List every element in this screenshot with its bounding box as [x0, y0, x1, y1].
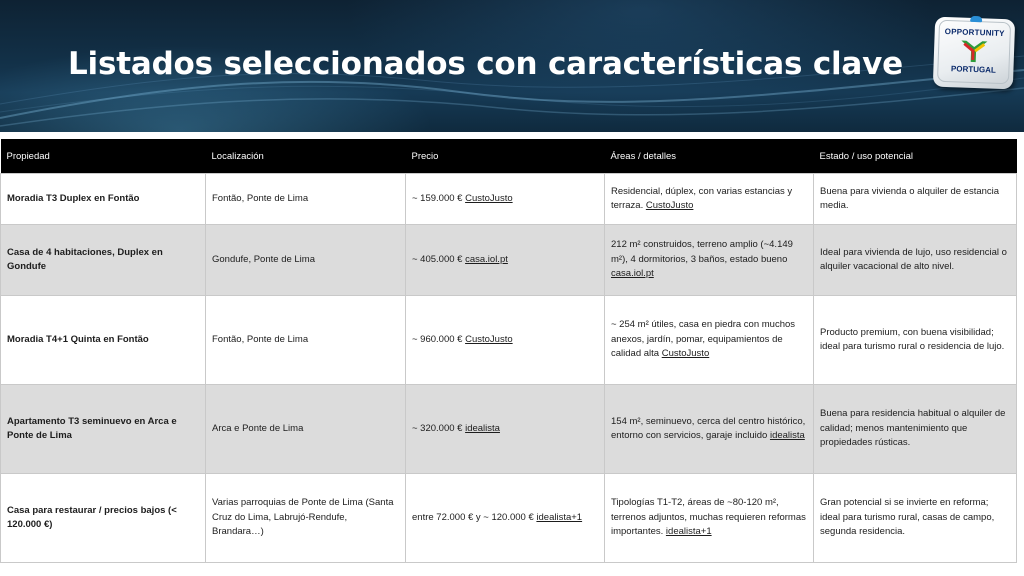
- source-link[interactable]: idealista+1: [665, 526, 712, 538]
- cell-property: Moradia T3 Duplex en Fontão: [1, 174, 206, 225]
- source-link[interactable]: casa.iol.pt: [465, 253, 508, 265]
- price-value: ~ 405.000 €: [412, 253, 463, 265]
- price-value: ~ 159.000 €: [412, 192, 463, 204]
- cell-details: [605, 225, 814, 296]
- source-link[interactable]: idealista+1: [536, 511, 583, 523]
- listings-table: [0, 139, 1017, 563]
- cell-details: [605, 474, 814, 563]
- source-link[interactable]: idealista: [465, 422, 500, 434]
- header-status: Estado / uso potencial: [814, 139, 1017, 174]
- details-text: Tipologías T1-T2, áreas de ~80-120 m², terrenos adjuntos, muchas requieren reformas importantes.: [611, 497, 806, 538]
- details-text: Residencial, dúplex, con varias estancias y terraza.: [611, 185, 793, 211]
- header-property: Propiedad: [1, 139, 206, 174]
- logo-bottom-text: PORTUGAL: [950, 64, 997, 75]
- details-text: 212 m² construidos, terreno amplio (~4.149 m²), 4 dormitorios, 3 baños, estado bueno: [611, 239, 793, 265]
- cell-price: [406, 385, 605, 474]
- cell-location: Varias parroquias de Ponte de Lima (Santa Cruz do Lima, Labrujó-Rendufe, Brandara…): [206, 474, 406, 563]
- logo-dot-icon: [970, 16, 982, 22]
- table-row: [1, 474, 1017, 563]
- cell-status: Buena para vivienda o alquiler de estancia media.: [814, 174, 1017, 225]
- cell-status: Gran potencial si se invierte en reforma; ideal para turismo rural, casas de campo, segunda residencia.: [814, 474, 1017, 563]
- header-location: Localización: [206, 139, 406, 174]
- table-row: [1, 385, 1017, 474]
- table-row: [1, 225, 1017, 296]
- cell-property: Apartamento T3 seminuevo en Arca e Ponte de Lima: [1, 385, 206, 474]
- cell-status: Producto premium, con buena visibilidad; ideal para turismo rural o residencia de lujo.: [814, 296, 1017, 385]
- cell-location: Gondufe, Ponte de Lima: [206, 225, 406, 296]
- cell-details: [605, 174, 814, 225]
- cell-property: Casa de 4 habitaciones, Duplex en Gondufe: [1, 225, 206, 296]
- header-details: Áreas / detalles: [605, 139, 814, 174]
- table-row: [1, 296, 1017, 385]
- table-row: [1, 174, 1017, 225]
- opportunity-portugal-logo: [933, 17, 1015, 90]
- price-value: ~ 960.000 €: [412, 333, 463, 345]
- source-link[interactable]: casa.iol.pt: [611, 268, 654, 280]
- cell-details: [605, 296, 814, 385]
- source-link[interactable]: idealista: [769, 430, 805, 441]
- cell-location: Fontão, Ponte de Lima: [206, 296, 406, 385]
- price-value: entre 72.000 € y ~ 120.000 €: [412, 511, 534, 523]
- cell-property: Casa para restaurar / precios bajos (< 120.000 €): [1, 474, 206, 563]
- cell-status: Ideal para vivienda de lujo, uso residencial o alquiler vacacional de alto nivel.: [814, 225, 1017, 296]
- cell-price: [406, 474, 605, 563]
- cell-location: Fontão, Ponte de Lima: [206, 174, 406, 225]
- source-link[interactable]: CustoJusto: [465, 333, 513, 345]
- cell-location: Arca e Ponte de Lima: [206, 385, 406, 474]
- source-link[interactable]: CustoJusto: [645, 200, 694, 211]
- cell-status: Buena para residencia habitual o alquiler de calidad; menos mantenimiento que propiedades rústicas.: [814, 385, 1017, 474]
- cell-details: [605, 385, 814, 474]
- table-header-row: [1, 139, 1017, 174]
- details-text: 154 m², seminuevo, cerca del centro histórico, entorno con servicios, garaje incluido: [611, 415, 806, 441]
- source-link[interactable]: CustoJusto: [465, 192, 513, 204]
- source-link[interactable]: CustoJusto: [661, 348, 710, 360]
- page-title: Listados seleccionados con características clave: [68, 46, 903, 82]
- price-value: ~ 320.000 €: [412, 422, 463, 434]
- cell-price: [406, 174, 605, 225]
- header-banner: [0, 0, 1024, 132]
- logo-figure-icon: [958, 37, 991, 64]
- details-text: ~ 254 m² útiles, casa en piedra con muchos anexos, jardín, pomar, equipamientos de calidad alta: [611, 319, 796, 360]
- cell-property: Moradia T4+1 Quinta en Fontão: [1, 296, 206, 385]
- header-price: Precio: [406, 139, 605, 174]
- cell-price: [406, 225, 605, 296]
- cell-price: [406, 296, 605, 385]
- logo-top-text: OPPORTUNITY: [944, 26, 1005, 39]
